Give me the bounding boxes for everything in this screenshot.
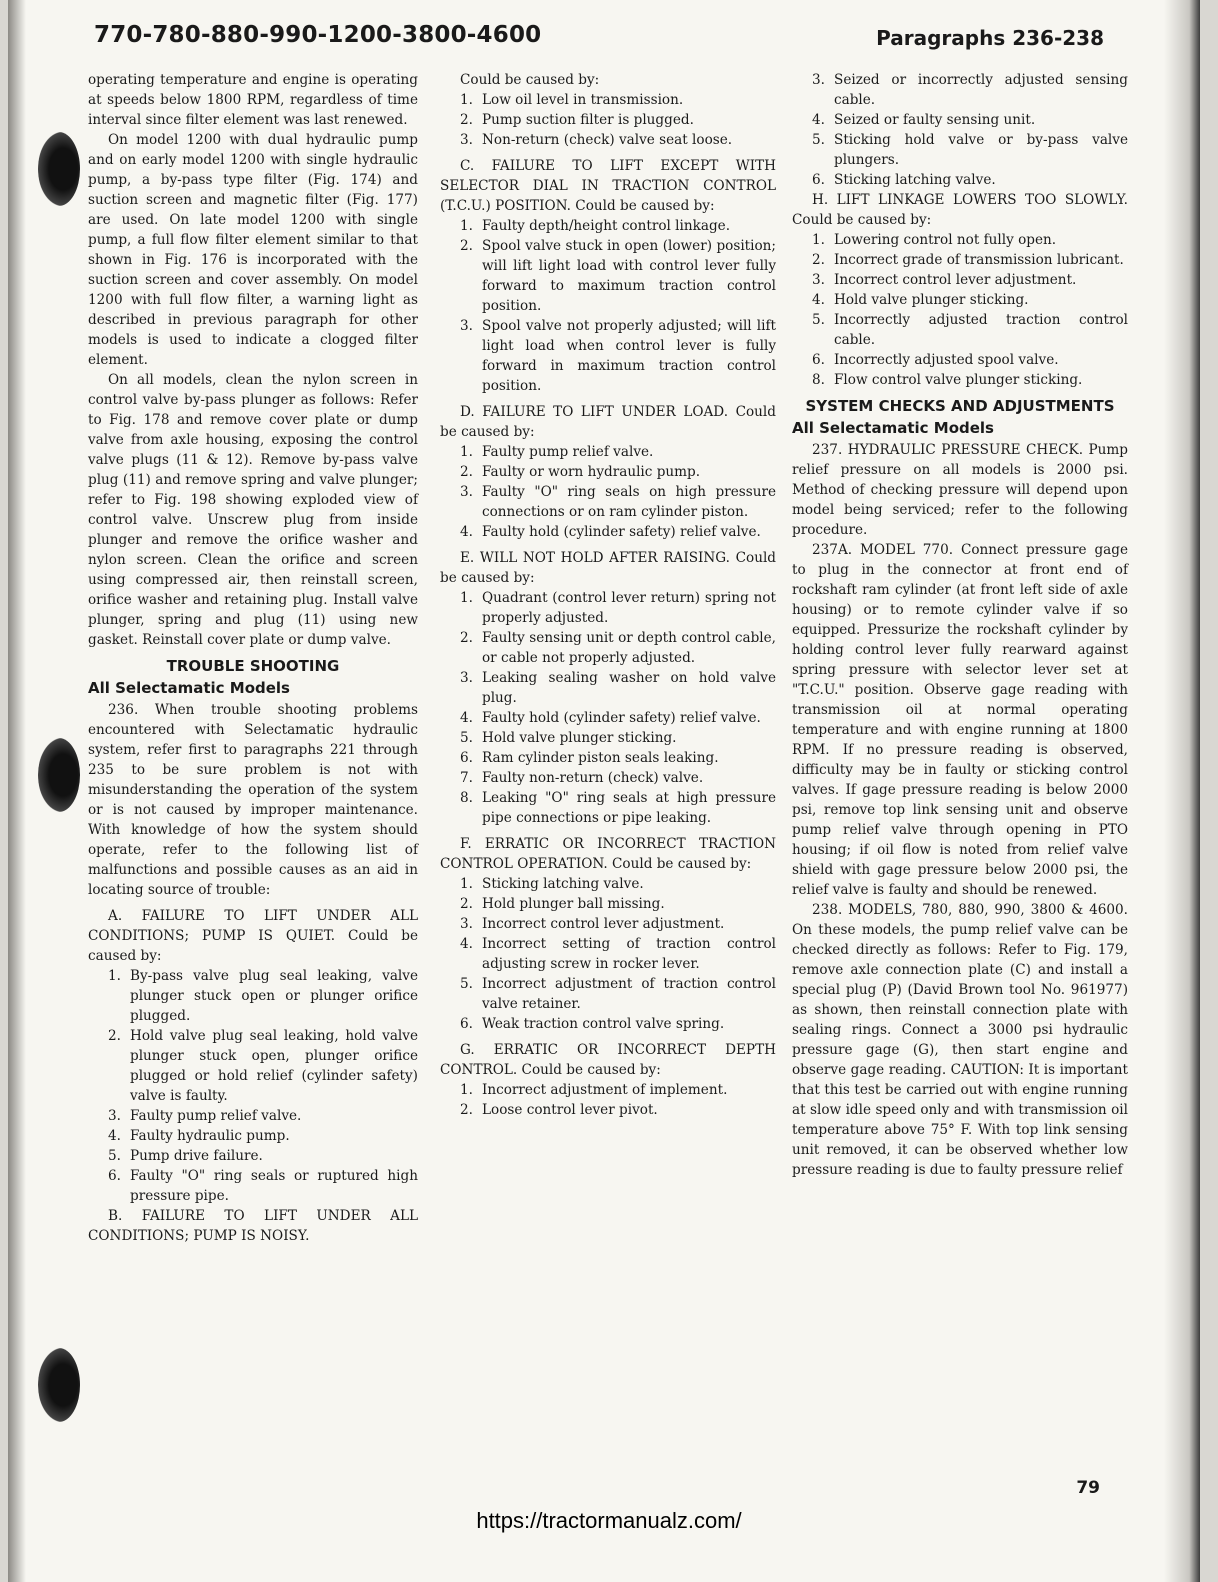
list-e <box>440 588 776 828</box>
list-item: 2. Loose control lever pivot. <box>460 1102 658 1118</box>
list-item: 3. Incorrect control lever adjustment. <box>460 916 725 932</box>
list-item: 2. Faulty sensing unit or depth control cable, or cable not properly adjusted. <box>460 630 776 666</box>
section-heading: SYSTEM CHECKS AND ADJUSTMENTS <box>805 397 1115 415</box>
list-item: 6. Faulty "O" ring seals or ruptured high pressure pipe. <box>108 1168 418 1204</box>
punch-hole-icon <box>38 1348 80 1422</box>
condition-h: H. LIFT LINKAGE LOWERS TOO SLOWLY. Could be caused by: <box>792 192 1128 228</box>
list-item: 1. Faulty pump relief valve. <box>460 444 654 460</box>
list-item: 3. Faulty "O" ring seals on high pressure connections or on ram cylinder piston. <box>460 484 776 520</box>
list-item: 3. Non-return (check) valve seat loose. <box>460 132 733 148</box>
list-g-continued <box>792 70 1128 190</box>
column-1 <box>88 70 418 1246</box>
list-item: 8. Flow control valve plunger sticking. <box>812 372 1083 388</box>
list-item: 4. Faulty hold (cylinder safety) relief valve. <box>460 710 761 726</box>
list-item: 5. Hold valve plunger sticking. <box>460 730 677 746</box>
list-item: 1. Sticking latching valve. <box>460 876 644 892</box>
paragraph-238: 238. MODELS, 780, 880, 990, 3800 & 4600. On these models, the pump relief valve can be checked directly as follows: Refer to Fig. 179, remove axle connection plate (C) and install a special plug (P) (David Brown tool No. 961977) as shown, then reinstall connection plate with sealing rings. Connect a 3000 psi hydraulic pressure gage (G), then start engine and observe gage reading. CAUTION: It is important that this test be carried out with engine running at slow idle speed only and with transmission oil temperature above 75° F. With top link sensing unit removed, it can be observed whether low pressure reading is due to faulty pressure relief <box>792 902 1128 1178</box>
section-subheading: All Selectamatic Models <box>792 419 994 437</box>
list-item: 3. Incorrect control lever adjustment. <box>812 272 1077 288</box>
list-item: 6. Ram cylinder piston seals leaking. <box>460 750 719 766</box>
paragraph: On all models, clean the nylon screen in control valve by-pass plunger as follows: Refer to Fig. 178 and remove cover plate or dump valve from axle housing, exposing the control valve plugs (11 & 12). Remove by-pass valve plug (11) and remove spring and valve plunger; refer to Fig. 198 showing exploded view of control valve. Unscrew plug from inside plunger and remove the orifice washer and nylon screen. Clean the orifice and screen using compressed air, then reinstall screen, orifice washer and retaining plug. Install valve plunger, spring and plug (11) using new gasket. Reinstall cover plate or dump valve. <box>88 372 418 648</box>
punch-hole-icon <box>38 738 80 812</box>
list-item: 5. Incorrect adjustment of traction control valve retainer. <box>460 976 776 1012</box>
list-item: 2. Pump suction filter is plugged. <box>460 112 694 128</box>
column-2 <box>440 70 776 1120</box>
header-paragraphs: Paragraphs 236-238 <box>876 26 1104 50</box>
list-c <box>440 216 776 396</box>
list-item: 3. Seized or incorrectly adjusted sensing cable. <box>812 72 1128 108</box>
list-item: 4. Hold valve plunger sticking. <box>812 292 1029 308</box>
list-item: 2. Incorrect grade of transmission lubricant. <box>812 252 1124 268</box>
list-item: 4. Incorrect setting of traction control adjusting screw in rocker lever. <box>460 936 776 972</box>
list-f <box>440 874 776 1034</box>
condition-d: D. FAILURE TO LIFT UNDER LOAD. Could be caused by: <box>440 404 776 440</box>
list-item: 2. Faulty or worn hydraulic pump. <box>460 464 701 480</box>
header-models: 770-780-880-990-1200-3800-4600 <box>94 22 542 48</box>
condition-b: B. FAILURE TO LIFT UNDER ALL CONDITIONS; PUMP IS NOISY. <box>88 1208 418 1244</box>
paragraph: On model 1200 with dual hydraulic pump and on early model 1200 with single hydraulic pump, a by-pass type filter (Fig. 174) and suction screen and magnetic filter (Fig. 177) are used. On late model 1200 with single pump, a full flow filter element similar to that shown in Fig. 176 is incorporated with the suction screen and cover assembly. On model 1200 with full flow filter, a warning light as described in previous paragraph for other models is used to indicate a clogged filter element. <box>88 132 418 368</box>
list-item: 6. Sticking latching valve. <box>812 172 996 188</box>
list-item: 7. Faulty non-return (check) valve. <box>460 770 704 786</box>
list-item: 4. Seized or faulty sensing unit. <box>812 112 1036 128</box>
list-item: 6. Weak traction control valve spring. <box>460 1016 725 1032</box>
list-item: 3. Faulty pump relief valve. <box>108 1108 302 1124</box>
list-item: 1. Lowering control not fully open. <box>812 232 1057 248</box>
list-item: 1. By-pass valve plug seal leaking, valve plunger stuck open or plunger orifice plugged. <box>108 968 418 1024</box>
section-subheading: All Selectamatic Models <box>88 679 290 697</box>
paragraph: Could be caused by: <box>460 72 600 88</box>
manual-page <box>8 0 1200 1582</box>
list-g <box>440 1080 776 1120</box>
condition-a: A. FAILURE TO LIFT UNDER ALL CONDITIONS; PUMP IS QUIET. Could be caused by: <box>88 908 418 964</box>
list-item: 2. Hold valve plug seal leaking, hold valve plunger stuck open, plunger orifice plugged or hold relief (cylinder safety) valve is faulty. <box>108 1028 418 1104</box>
list-item: 3. Leaking sealing washer on hold valve plug. <box>460 670 776 706</box>
section-heading: TROUBLE SHOOTING <box>166 657 340 675</box>
list-item: 4. Faulty hydraulic pump. <box>108 1128 290 1144</box>
punch-hole-icon <box>38 132 80 206</box>
paragraph-236: 236. When trouble shooting problems encountered with Selectamatic hydraulic system, refer first to paragraphs 221 through 235 to be sure problem is not with misunderstanding the operation of the system or is not caused by improper maintenance. With knowledge of how the system should operate, refer to the following list of malfunctions and possible causes as an aid in locating source of trouble: <box>88 702 418 898</box>
paragraph-237: 237. HYDRAULIC PRESSURE CHECK. Pump relief pressure on all models is 2000 psi. Method of checking pressure will depend upon model being serviced; refer to the following procedure. <box>792 442 1128 538</box>
list-item: 5. Pump drive failure. <box>108 1148 263 1164</box>
list-item: 1. Incorrect adjustment of implement. <box>460 1082 728 1098</box>
list-item: 8. Leaking "O" ring seals at high pressure pipe connections or pipe leaking. <box>460 790 776 826</box>
column-3 <box>792 70 1128 1180</box>
condition-c: C. FAILURE TO LIFT EXCEPT WITH SELECTOR DIAL IN TRACTION CONTROL (T.C.U.) POSITION. Could be caused by: <box>440 158 776 214</box>
paragraph: operating temperature and engine is operating at speeds below 1800 RPM, regardless of time interval since filter element was last renewed. <box>88 72 418 128</box>
list-d <box>440 442 776 542</box>
list-item: 1. Faulty depth/height control linkage. <box>460 218 731 234</box>
footer-url-link[interactable]: https://tractormanualz.com/ <box>476 1508 742 1533</box>
paragraph-237a: 237A. MODEL 770. Connect pressure gage to plug in the connector at front end of rockshaft ram cylinder (at front left side of axle housing) or to remote cylinder valve if so equipped. Pressurize the rockshaft cylinder by holding control lever fully rearward against spring pressure with selector lever set at "T.C.U." position. Observe gage reading with transmission oil at normal operating temperature and with engine running at 1800 RPM. If no pressure reading is observed, difficulty may be in faulty or sticking control valves. If gage pressure reading is below 2000 psi, remove top link sensing unit and observe pump relief valve through opening in PTO housing; if oil flow is noted from relief valve shield with gage pressure below 2000 psi, the relief valve is faulty and should be renewed. <box>792 542 1128 898</box>
list-item: 1. Low oil level in transmission. <box>460 92 684 108</box>
list-item: 6. Incorrectly adjusted spool valve. <box>812 352 1059 368</box>
list-item: 2. Spool valve stuck in open (lower) position; will lift light load with control lever fully forward to maximum traction control position. <box>460 238 776 314</box>
list-b <box>440 90 776 150</box>
condition-f: F. ERRATIC OR INCORRECT TRACTION CONTROL OPERATION. Could be caused by: <box>440 836 776 872</box>
page-edge-shadow <box>1164 0 1200 1582</box>
page-number: 79 <box>1076 1478 1100 1498</box>
list-item: 3. Spool valve not properly adjusted; will lift light load when control lever is fully forward in maximum traction control position. <box>460 318 776 394</box>
list-item: 5. Sticking hold valve or by-pass valve plungers. <box>812 132 1128 168</box>
binding-shadow <box>8 0 26 1582</box>
list-item: 1. Quadrant (control lever return) spring not properly adjusted. <box>460 590 776 626</box>
condition-g: G. ERRATIC OR INCORRECT DEPTH CONTROL. Could be caused by: <box>440 1042 776 1078</box>
list-item: 5. Incorrectly adjusted traction control cable. <box>812 312 1128 348</box>
condition-e: E. WILL NOT HOLD AFTER RAISING. Could be caused by: <box>440 550 776 586</box>
list-item: 2. Hold plunger ball missing. <box>460 896 665 912</box>
list-h <box>792 230 1128 390</box>
list-item: 4. Faulty hold (cylinder safety) relief valve. <box>460 524 761 540</box>
list-a <box>88 966 418 1206</box>
